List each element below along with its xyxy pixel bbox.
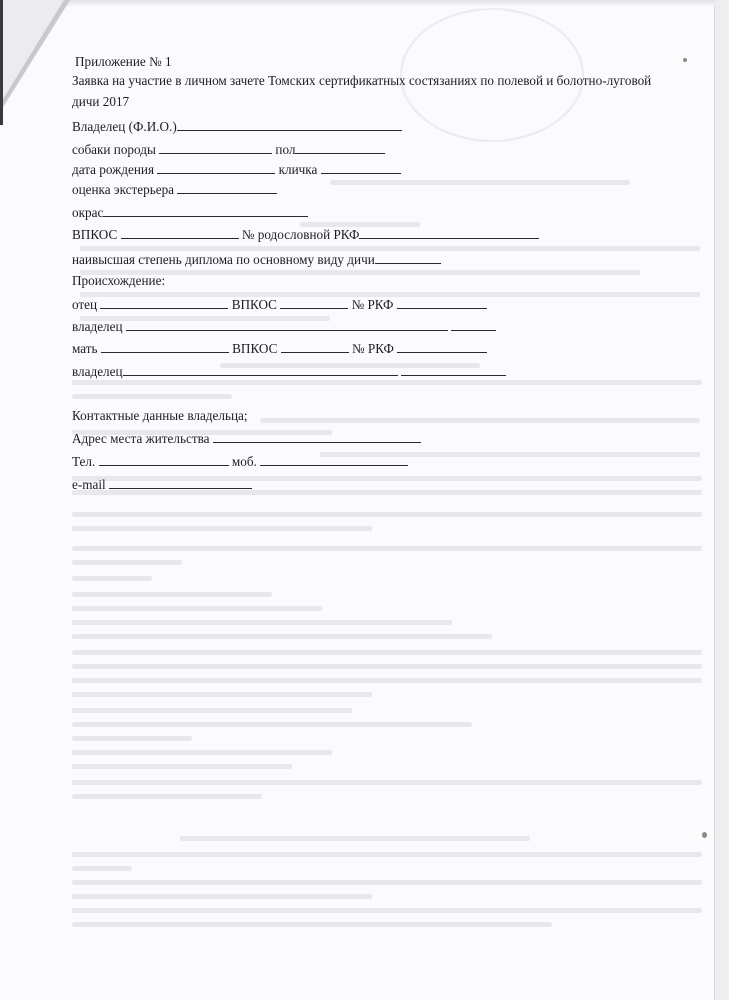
pedigree-label: № родословной РКФ [241, 227, 360, 242]
scan-speck [702, 832, 707, 838]
origin-heading: Происхождение: [72, 273, 166, 288]
mother-owner-field[interactable] [123, 363, 398, 376]
birth-date-label: дата рождения [72, 162, 155, 177]
scan-speck [683, 58, 687, 62]
bleed-through-text [72, 620, 452, 625]
bleed-through-text [72, 678, 702, 683]
father-field[interactable] [100, 296, 228, 309]
breed-label: собаки породы [72, 142, 156, 157]
email-row [72, 476, 252, 493]
mother-vpkos-field[interactable] [281, 340, 349, 353]
bleed-through-text [72, 526, 372, 531]
bleed-through-text [72, 908, 702, 913]
bleed-through-text [72, 576, 152, 581]
owner-field[interactable] [177, 118, 402, 131]
sex-field[interactable] [295, 141, 385, 154]
bleed-through-text [260, 418, 700, 423]
breed-sex-row [72, 141, 385, 158]
exterior-label: оценка экстерьера [72, 182, 175, 197]
mother-row [72, 340, 487, 357]
document-title-line1: Заявка на участие в личном зачете Томских сертификатных состязаниях по полевой и болотно-луговой [72, 73, 652, 88]
mother-field[interactable] [101, 340, 229, 353]
mobile-field[interactable] [260, 453, 408, 466]
mobile-label: моб. [231, 454, 257, 469]
phone-field[interactable] [99, 453, 229, 466]
bleed-through-text [72, 546, 702, 551]
birth-date-field[interactable] [157, 161, 275, 174]
bleed-through-text [72, 664, 702, 669]
bleed-through-text [72, 764, 292, 769]
bleed-through-text [72, 708, 352, 713]
mother-vpkos-label: ВПКОС [232, 341, 278, 356]
father-owner-field[interactable] [126, 318, 448, 331]
bleed-through-text [330, 180, 630, 185]
nickname-field[interactable] [321, 161, 401, 174]
address-row [72, 430, 421, 447]
bleed-through-text [72, 512, 702, 517]
color-label: окрас [72, 205, 104, 220]
email-label: e-mail [72, 477, 106, 492]
father-rkf-field[interactable] [397, 296, 487, 309]
bleed-through-text [72, 880, 702, 885]
document-title-line2: дичи 2017 [72, 94, 130, 109]
color-field[interactable] [103, 204, 308, 217]
vpkos-field[interactable] [121, 226, 239, 239]
appendix-label: Приложение № 1 [75, 54, 172, 69]
address-label: Адрес места жительства [72, 431, 210, 446]
scan-left-edge [0, 0, 3, 125]
mother-label: мать [72, 341, 98, 356]
father-vpkos-label: ВПКОС [231, 297, 277, 312]
birth-nickname-row [72, 161, 401, 178]
father-owner-field-extra[interactable] [451, 318, 496, 331]
bleed-through-text [72, 750, 332, 755]
bleed-through-text [72, 722, 472, 727]
bleed-through-text [72, 894, 372, 899]
mother-owner-row [72, 363, 506, 380]
sex-label: пол [275, 142, 296, 157]
bleed-through-text [72, 692, 372, 697]
father-owner-row [72, 318, 496, 335]
color-row [72, 204, 308, 221]
diploma-label: наивысшая степень диплома по основному виду дичи [72, 252, 375, 267]
bleed-through-text [72, 394, 232, 399]
folded-corner-inner [0, 0, 64, 104]
bleed-through-text [72, 380, 702, 385]
phone-row [72, 453, 408, 470]
vpkos-pedigree-row [72, 226, 539, 243]
bleed-through-text [72, 592, 272, 597]
pedigree-field[interactable] [359, 226, 539, 239]
address-field[interactable] [213, 430, 421, 443]
exterior-row [72, 181, 277, 198]
bleed-through-text [72, 922, 552, 927]
mother-rkf-label: № РКФ [352, 341, 394, 356]
bleed-through-text [72, 794, 262, 799]
scanner-background-strip [715, 0, 729, 1000]
owner-row [72, 118, 402, 135]
bleed-through-text [72, 866, 132, 871]
mother-owner-field-extra[interactable] [401, 363, 506, 376]
father-vpkos-field[interactable] [280, 296, 348, 309]
mother-rkf-field[interactable] [397, 340, 487, 353]
bleed-through-text [180, 836, 530, 841]
owner-label: Владелец (Ф.И.О.) [72, 119, 177, 134]
bleed-through-text [72, 780, 702, 785]
mother-owner-label: владелец [72, 364, 123, 379]
father-row [72, 296, 487, 313]
father-rkf-label: № РКФ [351, 297, 394, 312]
bleed-through-text [72, 650, 702, 655]
diploma-row [72, 251, 441, 268]
father-label: отец [72, 297, 98, 312]
nickname-label: кличка [278, 162, 318, 177]
diploma-field[interactable] [375, 251, 441, 264]
email-field[interactable] [109, 476, 252, 489]
breed-field[interactable] [159, 141, 272, 154]
bleed-through-text [72, 560, 182, 565]
contacts-heading: Контактные данные владельца; [72, 408, 248, 423]
phone-label: Тел. [72, 454, 96, 469]
vpkos-label: ВПКОС [72, 227, 118, 242]
father-owner-label: владелец [72, 319, 123, 334]
exterior-field[interactable] [177, 181, 277, 194]
bleed-through-text [72, 736, 192, 741]
bleed-through-text [72, 634, 492, 639]
page-top-edge [0, 0, 729, 6]
bleed-through-text [72, 606, 322, 611]
bleed-through-text [72, 852, 702, 857]
